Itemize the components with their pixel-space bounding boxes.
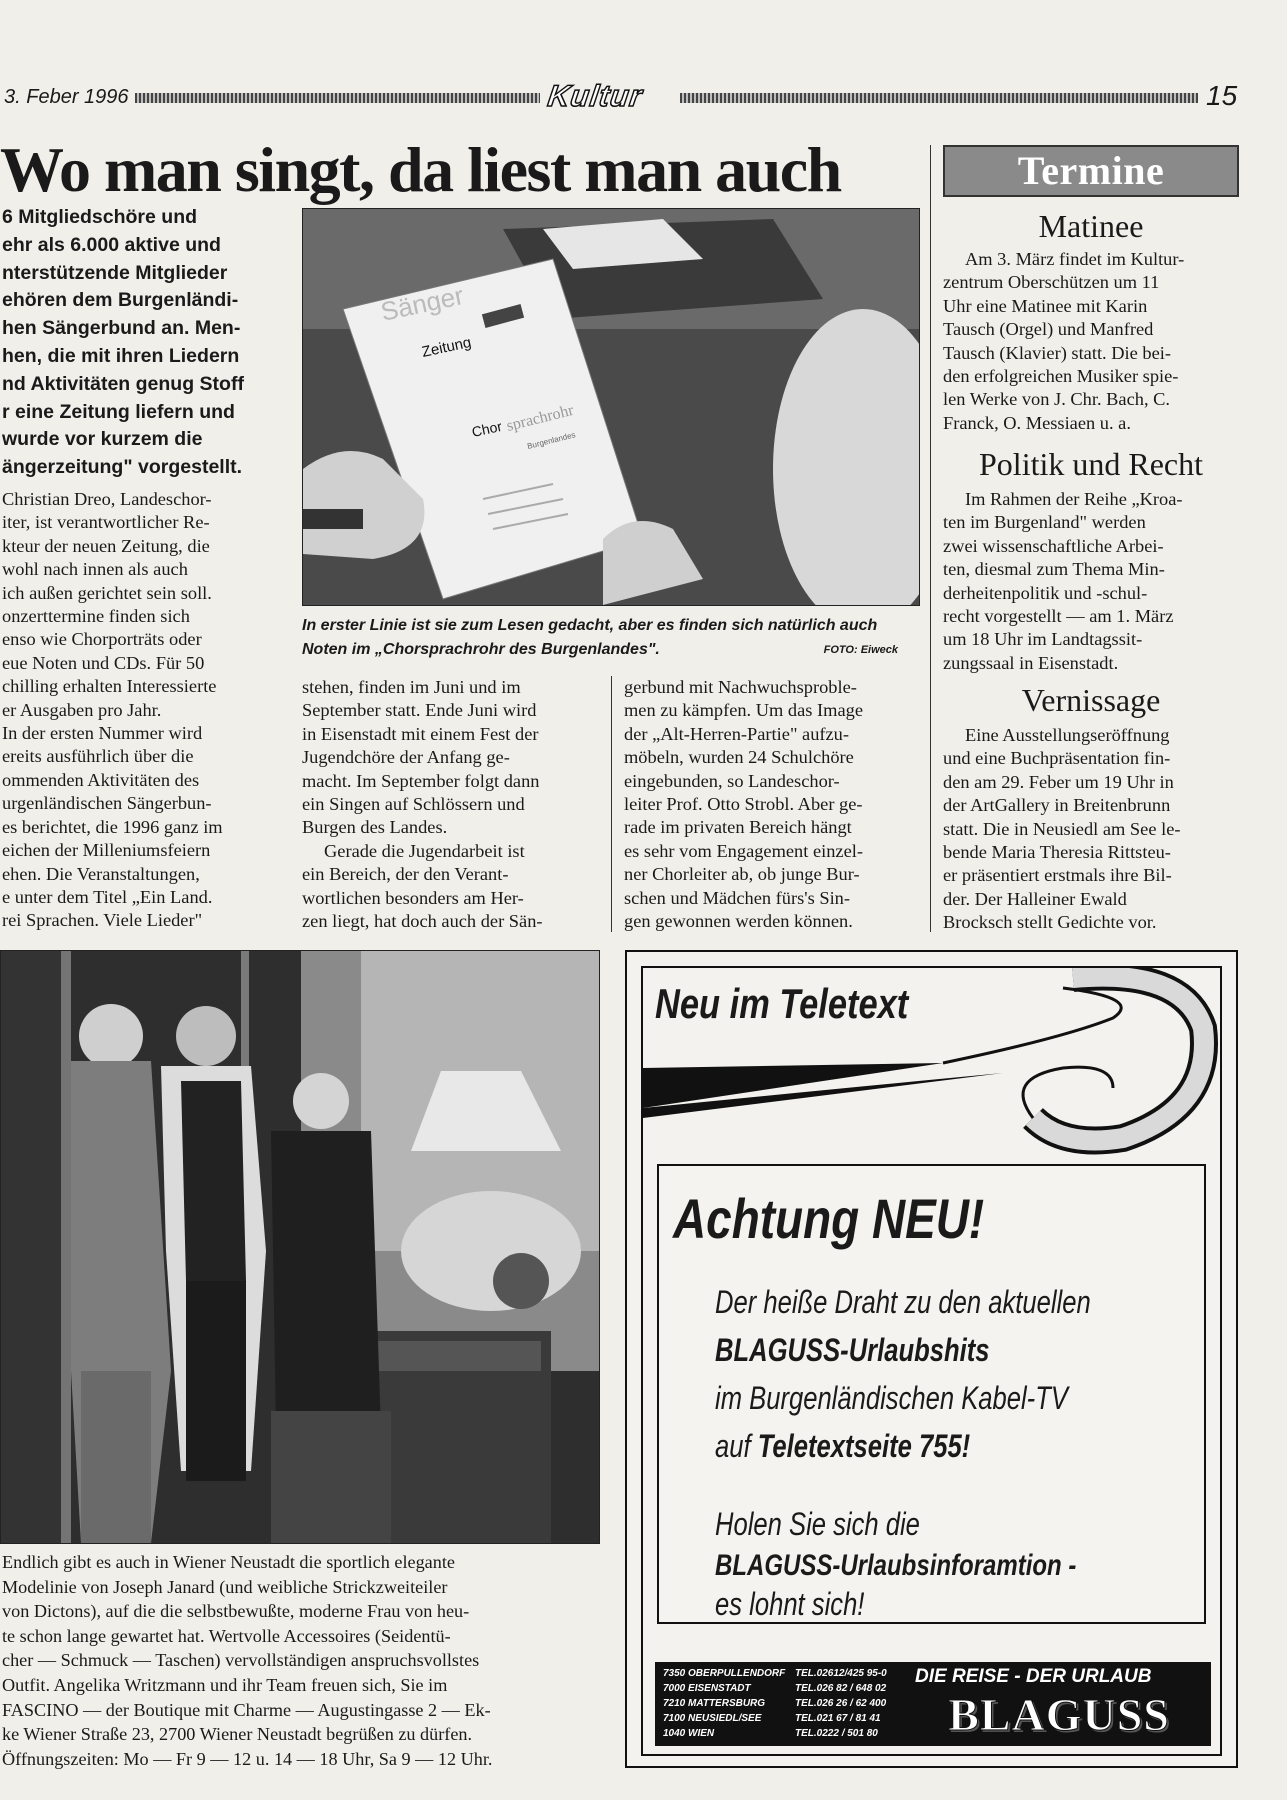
ad-address-phone: TEL.026 26 / 62 400 (795, 1698, 887, 1709)
body-line: zen liegt, hat doch auch der Sän- (302, 911, 543, 932)
termine-line: zwei wissenschaftliche Arbei- (943, 535, 1164, 556)
lead-line: hen, die mit ihren Liedern (2, 344, 240, 367)
headline: Wo man singt, da liest man auch (0, 134, 841, 205)
body-line: iter, ist verantwortlicher Re- (2, 512, 210, 533)
ad-message-box (657, 1164, 1206, 1624)
header-rule-left (135, 93, 540, 103)
ad-address-phone: TEL.026 82 / 648 02 (795, 1683, 887, 1694)
ad-brand-block (905, 1662, 1211, 1746)
caption-line: te schon lange gewartet hat. Wertvolle Accessoires (Seidentü- (2, 1625, 451, 1646)
body-line: schen und Mädchen fürs's Sin- (624, 887, 851, 908)
blaguss-advertisement (625, 950, 1238, 1768)
ad-line-1: Der heiße Draht zu den aktuellen (715, 1284, 1091, 1320)
body-line: wortlichen besonders am Her- (302, 887, 524, 908)
body-line: Jugendchöre der Anfang ge- (302, 747, 510, 768)
body-line: kteur der neuen Zeitung, die (2, 535, 210, 556)
termine-heading-vernissage: Vernissage (1021, 682, 1161, 718)
termine-line: Tausch (Orgel) und Manfred (943, 319, 1154, 340)
body-line: ommenden Aktivitäten des (2, 769, 200, 790)
caption-line: Modelinie von Joseph Janard (und weibliche Strickzweiteiler (2, 1576, 448, 1597)
termine-line: der ArtGallery in Breitenbrunn (943, 795, 1171, 816)
body-line: ner Chorleiter ab, ob junge Bur- (624, 864, 860, 885)
ad-line-6: BLAGUSS-Urlaubsinforamtion - (715, 1549, 1077, 1582)
termine-line: ten im Burgenland" werden (943, 512, 1146, 533)
header-rule-right (680, 93, 1198, 103)
ad-line-4-prefix: auf (715, 1428, 758, 1464)
article-column-1 (2, 488, 278, 933)
termine-line: der. Der Halleiner Ewald (943, 888, 1127, 909)
termine-line: Eine Ausstellungseröffnung (965, 725, 1170, 745)
termine-line: zentrum Oberschützen um 11 (943, 272, 1160, 293)
termine-line: recht vorgestellt — am 1. März (943, 606, 1174, 627)
termine-line: den am 29. Feber um 19 Uhr in (943, 771, 1174, 792)
ad-brand-logo: BLAGUSS (913, 1690, 1205, 1740)
body-line: Gerade die Jugendarbeit ist (324, 840, 525, 861)
ad-address-place: 7100 NEUSIEDL/SEE (663, 1713, 762, 1724)
body-line: es sehr vom Engagement einzel- (624, 840, 863, 861)
ad-address-place: 7000 EISENSTADT (663, 1683, 751, 1694)
termine-line: Uhr eine Matinee mit Karin (943, 295, 1148, 316)
ad-address-phone: TEL.021 67 / 81 41 (795, 1713, 881, 1724)
ad-address-phone: TEL.0222 / 501 80 (795, 1728, 878, 1739)
photo-label-burgenlandes: Burgenlandes (526, 430, 577, 451)
termine-line: bende Maria Theresia Rittsteu- (943, 842, 1171, 863)
photo-label-sprachrohr: sprachrohr (504, 401, 576, 435)
caption-line: FASCINO — der Boutique mit Charme — Augustingasse 2 — Ek- (2, 1699, 491, 1720)
ad-teletext-title: Neu im Teletext (655, 980, 909, 1027)
termine-line: Im Rahmen der Reihe „Kroa- (965, 489, 1183, 509)
termine-line: den erfolgreichen Musiker spie- (943, 366, 1179, 387)
lead-line: hen Sängerbund an. Men- (2, 317, 241, 340)
boutique-photo (0, 950, 600, 1544)
body-line: eichen der Milleniumsfeiern (2, 840, 211, 861)
ad-line-5: Holen Sie sich die (715, 1506, 920, 1542)
ad-line-3: im Burgenländischen Kabel-TV (715, 1380, 1068, 1416)
termine-politik-text (943, 488, 1239, 675)
body-line: September statt. Ende Juni wird (302, 700, 537, 721)
photo-label-zeitung: Zeitung (420, 333, 473, 361)
caption-line: Outfit. Angelika Writzmann und ihr Team freuen sich, Sie im (2, 1674, 448, 1695)
termine-line: Brocksch stellt Gedichte vor. (943, 912, 1157, 933)
body-line: ein Bereich, der den Verant- (302, 864, 509, 885)
body-line: e unter dem Titel „Ein Land. (2, 886, 213, 907)
ad-line-4-page: Teletextseite 755! (757, 1428, 971, 1464)
article-column-3 (624, 676, 922, 933)
body-line: ehen. Die Veranstaltungen, (2, 863, 200, 884)
newspaper-photo-drawing (303, 209, 919, 605)
caption-line: cher — Schmuck — Taschen) vervollständigen anspruchsvollstes (2, 1650, 480, 1671)
photo-label-chor: Chor (470, 417, 504, 440)
column-divider (611, 676, 612, 932)
body-line: enso wie Chorporträts oder (2, 629, 202, 650)
caption-line: In erster Linie ist sie zum Lesen gedacht, aber es finden sich natürlich auch (302, 617, 878, 634)
lead-line: nterstützende Mitglieder (2, 261, 228, 284)
issue-date: 3. Feber 1996 (4, 86, 129, 108)
termine-divider (930, 145, 931, 932)
termine-line: derheitenpolitik und -schul- (943, 582, 1148, 603)
caption-line: Noten im „Chorsprachrohr des Burgenlandes". (302, 641, 660, 658)
termine-line: er präsentiert erstmals ihre Bil- (943, 865, 1172, 886)
body-line: ereits ausführlich über die (2, 746, 194, 767)
body-line: Christian Dreo, Landeschor- (2, 489, 212, 509)
lead-line: nd Aktivitäten genug Stoff (2, 372, 244, 395)
termine-heading-matinee: Matinee (1038, 208, 1144, 244)
body-line: Burgen des Landes. (302, 817, 448, 838)
body-line: gerbund mit Nachwuchsproble- (624, 677, 857, 697)
termine-heading-politik: Politik und Recht (979, 446, 1203, 482)
termine-line: len Werke von J. Chr. Bach, C. (943, 389, 1171, 410)
body-line: es berichtet, die 1996 ganz im (2, 816, 223, 837)
lead-line: r eine Zeitung liefern und (2, 400, 235, 423)
body-line: stehen, finden im Juni und im (302, 677, 521, 697)
termine-line: um 18 Uhr im Landtagssit- (943, 629, 1143, 650)
body-line: möbeln, wurden 24 Schulchöre (624, 747, 854, 768)
ad-line-7: es lohnt sich! (715, 1586, 865, 1622)
lead-line: ängerzeitung" vorgestellt. (2, 456, 243, 479)
body-line: onzerttermine finden sich (2, 606, 190, 627)
body-line: urgenländischen Sängerbun- (2, 793, 212, 814)
photo-caption (302, 614, 920, 662)
ad-address-place: 7350 OBERPULLENDORF (663, 1668, 786, 1679)
boutique-photo-drawing (1, 951, 599, 1543)
termine-line: Am 3. März findet im Kultur- (965, 249, 1185, 269)
body-line: men zu kämpfen. Um das Image (624, 700, 863, 721)
body-line: rei Sprachen. Viele Lieder" (2, 910, 203, 931)
photo-label-saenger: Sänger (378, 280, 467, 327)
page-number: 15 (1206, 80, 1238, 111)
caption-line: von Dictons), auf die die selbstbewußte, moderne Frau von heu- (2, 1601, 470, 1622)
lead-line: ehr als 6.000 aktive und (2, 233, 221, 256)
termine-line: und eine Buchpräsentation fin- (943, 748, 1171, 769)
body-line: macht. Im September folgt dann (302, 770, 540, 791)
body-line: leiter Prof. Otto Strobl. Aber ge- (624, 794, 863, 815)
body-line: wohl nach innen als auch (2, 559, 188, 580)
body-line: er Ausgaben pro Jahr. (2, 699, 162, 720)
body-line: eue Noten und CDs. Für 50 (2, 652, 205, 673)
ad-line-4 (715, 1422, 970, 1470)
body-line: in Eisenstadt mit einem Fest der (302, 723, 539, 744)
lead-line: 6 Mitgliedschöre und (2, 206, 198, 228)
termine-matinee-text (943, 248, 1239, 435)
termine-line: zungssaal in Eisenstadt. (943, 652, 1119, 673)
termine-line: Franck, O. Messiaen u. a. (943, 412, 1131, 433)
caption-line: Öffnungszeiten: Mo — Fr 9 — 12 u. 14 — 18 Uhr, Sa 9 — 12 Uhr. (2, 1748, 493, 1769)
newspaper-photo (302, 208, 920, 606)
body-line: eingebunden, so Landeschor- (624, 770, 840, 791)
termine-line: Tausch (Klavier) statt. Die bei- (943, 342, 1171, 363)
termine-line: statt. Die in Neusiedl am See le- (943, 818, 1181, 839)
boutique-caption (2, 1550, 598, 1771)
ad-address-place: 7210 MATTERSBURG (663, 1698, 766, 1709)
section-logo: Kultur (545, 80, 645, 113)
body-line: ein Singen auf Schlössern und (302, 794, 525, 815)
ad-slogan: DIE REISE - DER URLAUB (915, 1666, 1152, 1687)
ad-address-phone: TEL.02612/425 95-0 (795, 1668, 887, 1679)
ad-line-2: BLAGUSS-Urlaubshits (715, 1332, 990, 1368)
termine-header (943, 145, 1239, 197)
termine-vernissage-text (943, 724, 1239, 935)
article-column-2 (302, 676, 598, 933)
ad-address-block (655, 1662, 905, 1746)
body-line: chilling erhalten Interessierte (2, 676, 217, 697)
ad-achtung-neu: Achtung NEU! (673, 1187, 985, 1250)
photo-credit: FOTO: Eiweck (823, 644, 898, 656)
caption-line: ke Wiener Straße 23, 2700 Wiener Neustadt begrüßen zu dürfen. (2, 1724, 473, 1745)
body-line: rade im privaten Bereich hängt (624, 817, 852, 838)
lead-line: ehören dem Burgenländi- (2, 289, 239, 312)
lead-line: wurde vor kurzem die (2, 428, 203, 451)
article-lead (2, 204, 284, 482)
body-line: In der ersten Nummer wird (2, 723, 203, 744)
termine-line: ten, diesmal zum Thema Min- (943, 559, 1165, 580)
caption-line: Endlich gibt es auch in Wiener Neustadt die sportlich elegante (2, 1552, 455, 1572)
ad-address-places (663, 1666, 785, 1741)
termine-title: Termine (1017, 148, 1165, 193)
body-line: ich außen gerichtet sein soll. (2, 582, 212, 603)
ad-address-place: 1040 WIEN (663, 1728, 715, 1739)
body-line: gen gewonnen werden können. (624, 911, 853, 932)
body-line: der „Alt-Herren-Partie" aufzu- (624, 723, 850, 744)
ad-frame (641, 966, 1222, 1756)
ad-address-phones (795, 1666, 887, 1741)
